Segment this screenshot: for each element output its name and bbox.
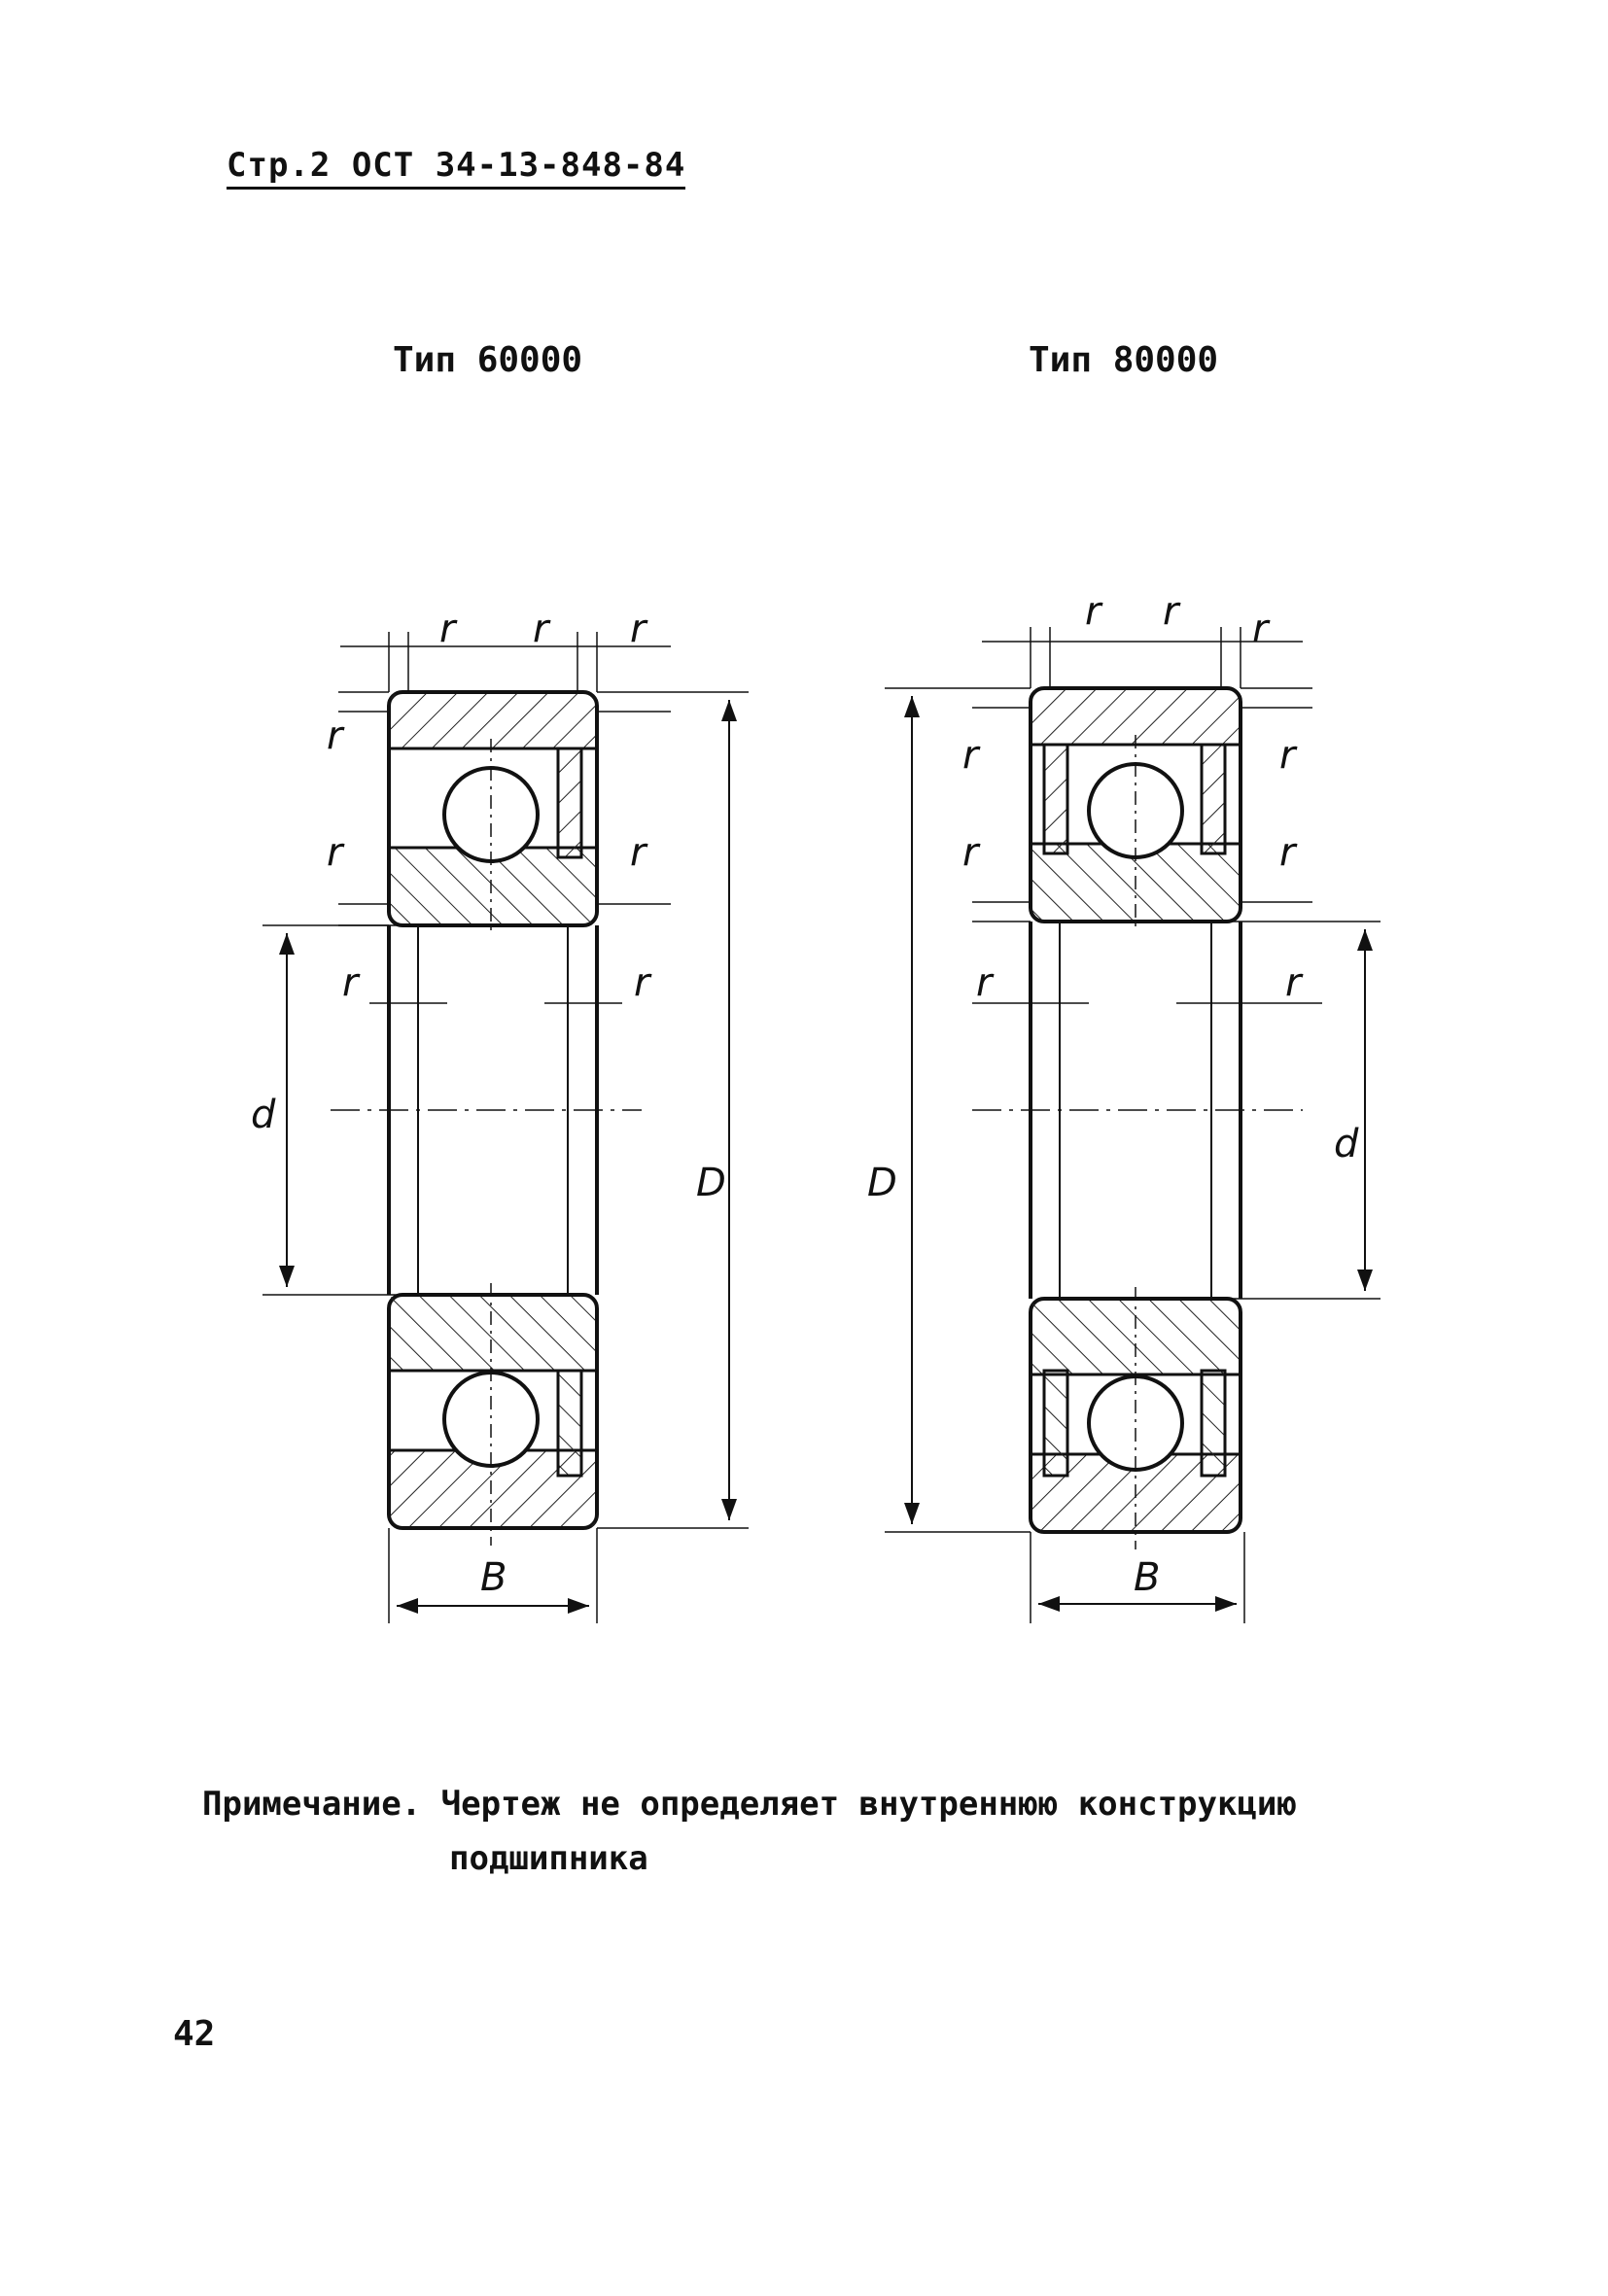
lower-ball <box>444 1373 538 1466</box>
dim-B-left: B <box>480 1555 507 1600</box>
note-text-line2: подшипника <box>449 1839 648 1878</box>
dim-r-bore2: r <box>634 960 650 1005</box>
dim-D-left: D <box>696 1161 726 1205</box>
page-header: Стр.2 ОСТ 34-13-848-84 <box>227 146 685 190</box>
dim-r-left1: r <box>327 713 343 758</box>
page-number: 42 <box>173 2014 216 2054</box>
type-80000-title: Тип 80000 <box>1029 340 1219 380</box>
dim-r-top5: r <box>1163 589 1179 634</box>
dim-r-top2: r <box>533 607 549 651</box>
dim-r-left3: r <box>962 733 979 778</box>
dim-r-top1: r <box>439 607 456 651</box>
dim-r-bore3: r <box>976 960 993 1005</box>
dim-r-left4: r <box>962 830 979 875</box>
note-lead: Примечание. <box>202 1785 422 1824</box>
note-block <box>202 1777 1297 1886</box>
lower-ball-80000 <box>1089 1376 1182 1470</box>
dim-d-left: d <box>251 1093 276 1137</box>
type-60000-title: Тип 60000 <box>393 340 583 380</box>
bearing-80000-drawing <box>885 627 1381 1623</box>
dim-r-right2: r <box>1279 733 1296 778</box>
dim-r-top3: r <box>630 607 647 651</box>
bearing-60000-drawing <box>262 632 749 1623</box>
dim-r-bore1: r <box>342 960 359 1005</box>
dim-d-right: d <box>1334 1122 1359 1166</box>
dim-r-left2: r <box>327 830 343 875</box>
dim-r-right1: r <box>630 830 647 875</box>
dim-r-top6: r <box>1252 607 1269 651</box>
dim-r-right3: r <box>1279 830 1296 875</box>
note-text-line1: Чертеж не определяет внутреннюю конструкцию <box>440 1785 1297 1824</box>
dim-r-top4: r <box>1085 589 1101 634</box>
dim-r-bore4: r <box>1285 960 1302 1005</box>
lower-shield <box>558 1371 581 1476</box>
dim-D-right: D <box>867 1161 897 1205</box>
dim-B-right: B <box>1134 1555 1161 1600</box>
upper-shield <box>558 748 581 857</box>
